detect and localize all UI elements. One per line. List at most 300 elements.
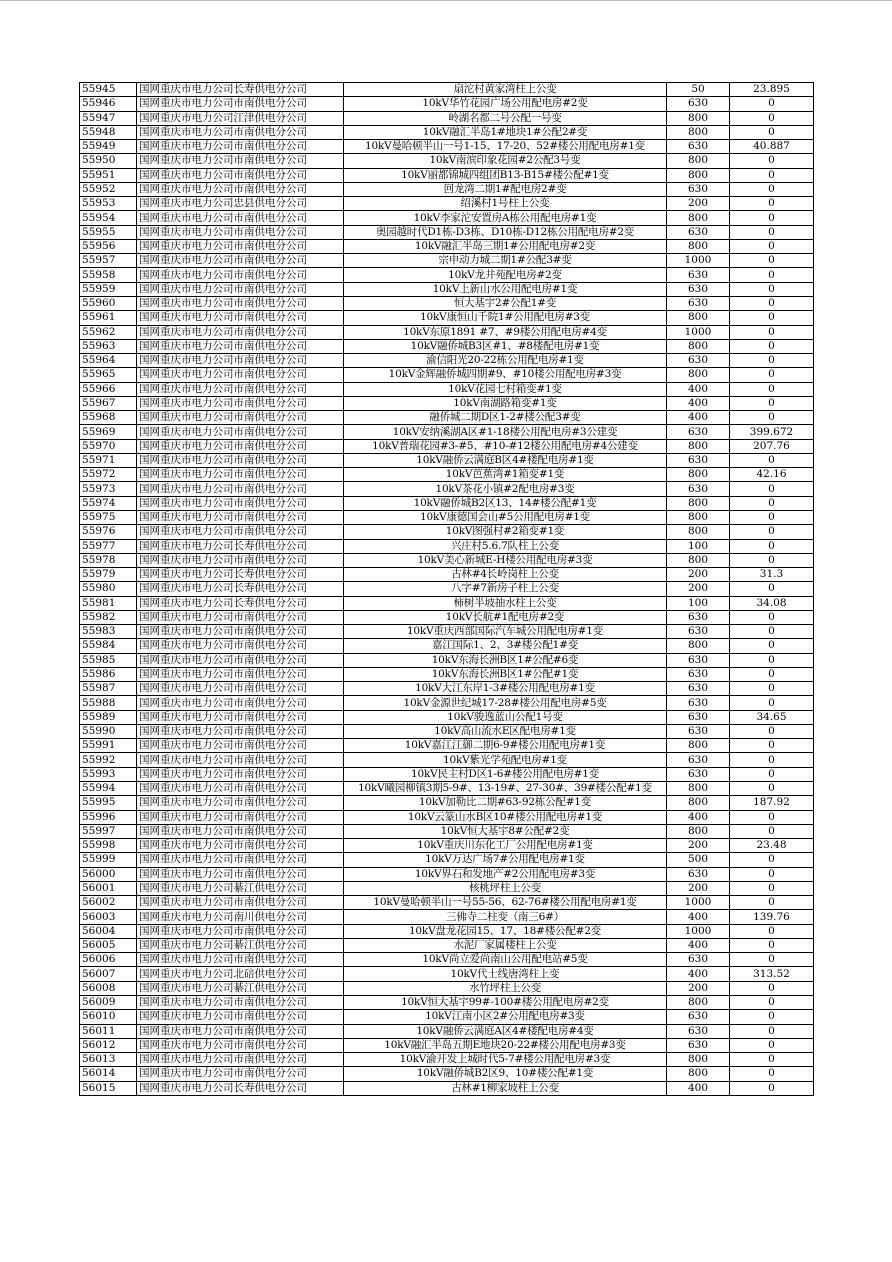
table-row xyxy=(80,154,814,168)
row-id-cell: 56010 xyxy=(80,1010,137,1024)
transformer-name-cell: 水竹坪柱上公变 xyxy=(344,981,667,995)
transformer-name-cell: 岭湖名都二号公配一号变 xyxy=(344,111,667,125)
row-id-cell: 55996 xyxy=(80,810,137,824)
row-id-cell: 55991 xyxy=(80,739,137,753)
capacity-cell: 200 xyxy=(667,568,730,582)
capacity-cell: 630 xyxy=(667,453,730,467)
value-cell: 0 xyxy=(730,225,814,239)
table-row xyxy=(80,197,814,211)
value-cell: 0 xyxy=(730,239,814,253)
transformer-name-cell: 10kV长航#1配电房#2变 xyxy=(344,610,667,624)
transformer-name-cell: 10kV金源世纪城17-28#楼公用配电房#5变 xyxy=(344,696,667,710)
company-cell: 国网重庆市电力公司市南供电分公司 xyxy=(137,154,344,168)
table-row xyxy=(80,425,814,439)
table-row xyxy=(80,867,814,881)
table-row xyxy=(80,396,814,410)
capacity-cell: 630 xyxy=(667,767,730,781)
capacity-cell: 800 xyxy=(667,468,730,482)
value-cell: 0 xyxy=(730,1081,814,1095)
table-row xyxy=(80,625,814,639)
company-cell: 国网重庆市电力公司市南供电分公司 xyxy=(137,710,344,724)
value-cell: 0 xyxy=(730,510,814,524)
row-id-cell: 55959 xyxy=(80,282,137,296)
value-cell: 0 xyxy=(730,724,814,738)
transformer-name-cell: 恒大基宇2#公配1#变 xyxy=(344,296,667,310)
capacity-cell: 800 xyxy=(667,339,730,353)
company-cell: 国网重庆市电力公司长寿供电分公司 xyxy=(137,582,344,596)
company-cell: 国网重庆市电力公司市南供电分公司 xyxy=(137,610,344,624)
value-cell: 0 xyxy=(730,211,814,225)
capacity-cell: 630 xyxy=(667,1010,730,1024)
company-cell: 国网重庆市电力公司市南供电分公司 xyxy=(137,782,344,796)
value-cell: 40.887 xyxy=(730,140,814,154)
value-cell: 34.65 xyxy=(730,710,814,724)
value-cell: 0 xyxy=(730,311,814,325)
transformer-name-cell: 10kV融侨城B2区9、10#楼公配#1变 xyxy=(344,1067,667,1081)
row-id-cell: 56007 xyxy=(80,967,137,981)
value-cell: 0 xyxy=(730,653,814,667)
value-cell: 0 xyxy=(730,1024,814,1038)
transformer-name-cell: 融侨城二期D区1-2#楼公配3#变 xyxy=(344,411,667,425)
transformer-name-cell: 三佛寺二柱变（南三6#） xyxy=(344,910,667,924)
table-row xyxy=(80,182,814,196)
capacity-cell: 800 xyxy=(667,311,730,325)
page-top-rule xyxy=(0,0,892,1)
row-id-cell: 55988 xyxy=(80,696,137,710)
transformer-name-cell: 10kV云篆山水B区10#楼公用配电房#1变 xyxy=(344,810,667,824)
transformer-name-cell: 10kV骏逸蓝山公配1号变 xyxy=(344,710,667,724)
row-id-cell: 55971 xyxy=(80,453,137,467)
table-row xyxy=(80,496,814,510)
transformer-name-cell: 10kV安纳溪湖A区#1-18楼公用配电房#3公建变 xyxy=(344,425,667,439)
capacity-cell: 630 xyxy=(667,482,730,496)
row-id-cell: 55975 xyxy=(80,510,137,524)
value-cell: 0 xyxy=(730,411,814,425)
transformer-name-cell: 10kV恒大基宇99#-100#楼公用配电房#2变 xyxy=(344,996,667,1010)
value-cell: 0 xyxy=(730,682,814,696)
table-row xyxy=(80,1081,814,1095)
transformer-name-cell: 10kV重庆西部国际汽车城公用配电房#1变 xyxy=(344,625,667,639)
row-id-cell: 55960 xyxy=(80,296,137,310)
transformer-name-cell: 10kV康德国会山#5公用配电房#1变 xyxy=(344,510,667,524)
table-row xyxy=(80,739,814,753)
table-row xyxy=(80,767,814,781)
row-id-cell: 55998 xyxy=(80,839,137,853)
capacity-cell: 800 xyxy=(667,510,730,524)
row-id-cell: 56009 xyxy=(80,996,137,1010)
value-cell: 0 xyxy=(730,696,814,710)
table-row xyxy=(80,111,814,125)
transformer-name-cell: 兴庄村5.6.7队柱上公变 xyxy=(344,539,667,553)
table-row xyxy=(80,853,814,867)
transformer-name-cell: 10kV南滨印象花园#2公配3号变 xyxy=(344,154,667,168)
transformer-name-cell: 10kV龙井苑配电房#2变 xyxy=(344,268,667,282)
transformer-name-cell: 10kV渝开发上城时代5-7#楼公用配电房#3变 xyxy=(344,1053,667,1067)
value-cell: 0 xyxy=(730,296,814,310)
transformer-name-cell: 10kV融汇半岛三期1#公用配电房#2变 xyxy=(344,239,667,253)
value-cell: 0 xyxy=(730,896,814,910)
capacity-cell: 800 xyxy=(667,1067,730,1081)
company-cell: 国网重庆市电力公司市南供电分公司 xyxy=(137,239,344,253)
value-cell: 0 xyxy=(730,582,814,596)
transformer-name-cell: 10kV恒大基宇8#公配#2变 xyxy=(344,824,667,838)
company-cell: 国网重庆市电力公司市南供电分公司 xyxy=(137,453,344,467)
company-cell: 国网重庆市电力公司市南供电分公司 xyxy=(137,425,344,439)
transformer-name-cell: 10kV融汇半岛1#地块1#公配2#变 xyxy=(344,125,667,139)
company-cell: 国网重庆市电力公司市南供电分公司 xyxy=(137,667,344,681)
table-row xyxy=(80,1067,814,1081)
value-cell: 0 xyxy=(730,767,814,781)
row-id-cell: 55990 xyxy=(80,724,137,738)
company-cell: 国网重庆市电力公司市南供电分公司 xyxy=(137,482,344,496)
row-id-cell: 55953 xyxy=(80,197,137,211)
value-cell: 0 xyxy=(730,539,814,553)
value-cell: 0 xyxy=(730,254,814,268)
row-id-cell: 56000 xyxy=(80,867,137,881)
row-id-cell: 55994 xyxy=(80,782,137,796)
table-row xyxy=(80,311,814,325)
value-cell: 207.76 xyxy=(730,439,814,453)
company-cell: 国网重庆市电力公司市南供电分公司 xyxy=(137,1067,344,1081)
transformer-name-cell: 10kV康恒山千院1#公用配电房#3变 xyxy=(344,311,667,325)
capacity-cell: 100 xyxy=(667,539,730,553)
table-row xyxy=(80,667,814,681)
value-cell: 0 xyxy=(730,810,814,824)
capacity-cell: 630 xyxy=(667,867,730,881)
table-row xyxy=(80,525,814,539)
value-cell: 0 xyxy=(730,782,814,796)
company-cell: 国网重庆市电力公司市南供电分公司 xyxy=(137,853,344,867)
capacity-cell: 1000 xyxy=(667,924,730,938)
transformer-name-cell: 10kV界石和发地产#2公用配电房#3变 xyxy=(344,867,667,881)
table-row xyxy=(80,682,814,696)
row-id-cell: 55946 xyxy=(80,97,137,111)
value-cell: 0 xyxy=(730,924,814,938)
value-cell: 0 xyxy=(730,610,814,624)
transformer-name-cell: 10kV金辉融侨城四期#9、#10楼公用配电房#3变 xyxy=(344,368,667,382)
capacity-cell: 630 xyxy=(667,140,730,154)
transformer-name-cell: 10kV尚立爱尚南山公用配电站#5变 xyxy=(344,953,667,967)
row-id-cell: 55955 xyxy=(80,225,137,239)
capacity-cell: 200 xyxy=(667,839,730,853)
value-cell: 0 xyxy=(730,981,814,995)
table-row xyxy=(80,140,814,154)
table-row xyxy=(80,696,814,710)
capacity-cell: 800 xyxy=(667,639,730,653)
company-cell: 国网重庆市电力公司市南供电分公司 xyxy=(137,682,344,696)
capacity-cell: 630 xyxy=(667,724,730,738)
table-row xyxy=(80,582,814,596)
row-id-cell: 55981 xyxy=(80,596,137,610)
transformer-name-cell: 绍溪村1号柱上公变 xyxy=(344,197,667,211)
transformer-name-cell: 10kV融侨云满庭B区4#楼配电房#1变 xyxy=(344,453,667,467)
table-row xyxy=(80,468,814,482)
value-cell: 0 xyxy=(730,667,814,681)
transformer-name-cell: 核桃坪柱上公变 xyxy=(344,881,667,895)
value-cell: 0 xyxy=(730,97,814,111)
table-row xyxy=(80,881,814,895)
transformer-name-cell: 10kV东原1891 #7、#9楼公用配电房#4变 xyxy=(344,325,667,339)
row-id-cell: 56013 xyxy=(80,1053,137,1067)
capacity-cell: 800 xyxy=(667,525,730,539)
value-cell: 0 xyxy=(730,197,814,211)
capacity-cell: 400 xyxy=(667,938,730,952)
company-cell: 国网重庆市电力公司市南供电分公司 xyxy=(137,311,344,325)
capacity-cell: 630 xyxy=(667,97,730,111)
row-id-cell: 56003 xyxy=(80,910,137,924)
table-row xyxy=(80,938,814,952)
company-cell: 国网重庆市电力公司市南供电分公司 xyxy=(137,824,344,838)
table-row xyxy=(80,639,814,653)
company-cell: 国网重庆市电力公司市南供电分公司 xyxy=(137,796,344,810)
capacity-cell: 400 xyxy=(667,810,730,824)
company-cell: 国网重庆市电力公司市南供电分公司 xyxy=(137,1010,344,1024)
value-cell: 23.48 xyxy=(730,839,814,853)
row-id-cell: 56004 xyxy=(80,924,137,938)
table-row xyxy=(80,1038,814,1052)
company-cell: 国网重庆市电力公司市南供电分公司 xyxy=(137,182,344,196)
capacity-cell: 630 xyxy=(667,425,730,439)
company-cell: 国网重庆市电力公司市南供电分公司 xyxy=(137,924,344,938)
table-row xyxy=(80,724,814,738)
transformer-name-cell: 10kV丽都锦城四组团B13-B15#楼公配#1变 xyxy=(344,168,667,182)
table-row xyxy=(80,325,814,339)
transformer-name-cell: 10kV江南小区2#公用配电房#3变 xyxy=(344,1010,667,1024)
row-id-cell: 55976 xyxy=(80,525,137,539)
company-cell: 国网重庆市电力公司市南供电分公司 xyxy=(137,653,344,667)
company-cell: 国网重庆市电力公司长寿供电分公司 xyxy=(137,83,344,97)
value-cell: 0 xyxy=(730,853,814,867)
row-id-cell: 55997 xyxy=(80,824,137,838)
table-row xyxy=(80,782,814,796)
transformer-name-cell: 10kV曼哈顿半山一号55-56、62-76#楼公用配电房#1变 xyxy=(344,896,667,910)
company-cell: 国网重庆市电力公司市南供电分公司 xyxy=(137,510,344,524)
value-cell: 0 xyxy=(730,867,814,881)
company-cell: 国网重庆市电力公司市南供电分公司 xyxy=(137,468,344,482)
transformer-name-cell: 10kV融侨城B2区13、14#楼公配#1变 xyxy=(344,496,667,510)
transformer-name-cell: 渝信阳光20-22栋公用配电房#1变 xyxy=(344,354,667,368)
table-row xyxy=(80,796,814,810)
capacity-cell: 630 xyxy=(667,282,730,296)
row-id-cell: 55987 xyxy=(80,682,137,696)
transformer-name-cell: 10kV代士线唐湾柱上变 xyxy=(344,967,667,981)
row-id-cell: 56015 xyxy=(80,1081,137,1095)
transformer-name-cell: 10kV普瑞花园#3-#5、#10-#12楼公用配电房#4公建变 xyxy=(344,439,667,453)
value-cell: 0 xyxy=(730,938,814,952)
table-row xyxy=(80,254,814,268)
capacity-cell: 800 xyxy=(667,824,730,838)
company-cell: 国网重庆市电力公司市南供电分公司 xyxy=(137,411,344,425)
company-cell: 国网重庆市电力公司市南供电分公司 xyxy=(137,268,344,282)
row-id-cell: 55947 xyxy=(80,111,137,125)
value-cell: 0 xyxy=(730,339,814,353)
company-cell: 国网重庆市电力公司市南供电分公司 xyxy=(137,325,344,339)
value-cell: 0 xyxy=(730,325,814,339)
row-id-cell: 55945 xyxy=(80,83,137,97)
transformer-name-cell: 10kV美心新城E-H楼公用配电房#3变 xyxy=(344,553,667,567)
transformer-name-cell: 10kV紫光学苑配电房#1变 xyxy=(344,753,667,767)
capacity-cell: 200 xyxy=(667,582,730,596)
company-cell: 国网重庆市电力公司江津供电分公司 xyxy=(137,111,344,125)
value-cell: 0 xyxy=(730,182,814,196)
company-cell: 国网重庆市电力公司市南供电分公司 xyxy=(137,867,344,881)
transformer-name-cell: 水泥厂家属楼柱上公变 xyxy=(344,938,667,952)
table-row xyxy=(80,924,814,938)
company-cell: 国网重庆市电力公司市南供电分公司 xyxy=(137,140,344,154)
row-id-cell: 55992 xyxy=(80,753,137,767)
row-id-cell: 55954 xyxy=(80,211,137,225)
company-cell: 国网重庆市电力公司綦江供电分公司 xyxy=(137,938,344,952)
company-cell: 国网重庆市电力公司市南供电分公司 xyxy=(137,282,344,296)
capacity-cell: 800 xyxy=(667,1053,730,1067)
company-cell: 国网重庆市电力公司市南供电分公司 xyxy=(137,753,344,767)
table-row xyxy=(80,839,814,853)
capacity-cell: 630 xyxy=(667,653,730,667)
transformer-name-cell: 10kV大江东岸1-3#楼公用配电房#1变 xyxy=(344,682,667,696)
company-cell: 国网重庆市电力公司市南供电分公司 xyxy=(137,225,344,239)
company-cell: 国网重庆市电力公司市南供电分公司 xyxy=(137,953,344,967)
value-cell: 31.3 xyxy=(730,568,814,582)
value-cell: 0 xyxy=(730,1038,814,1052)
capacity-cell: 630 xyxy=(667,667,730,681)
row-id-cell: 56011 xyxy=(80,1024,137,1038)
row-id-cell: 55982 xyxy=(80,610,137,624)
table-row xyxy=(80,368,814,382)
table-row xyxy=(80,83,814,97)
value-cell: 187.92 xyxy=(730,796,814,810)
value-cell: 0 xyxy=(730,753,814,767)
row-id-cell: 55969 xyxy=(80,425,137,439)
transformer-name-cell: 10kV华竹花园广场公用配电房#2变 xyxy=(344,97,667,111)
value-cell: 0 xyxy=(730,739,814,753)
company-cell: 国网重庆市电力公司市南供电分公司 xyxy=(137,553,344,567)
table-row xyxy=(80,354,814,368)
value-cell: 0 xyxy=(730,881,814,895)
table-row xyxy=(80,339,814,353)
transformer-name-cell: 10kV芭蕉湾#1箱变#1变 xyxy=(344,468,667,482)
table-row xyxy=(80,553,814,567)
row-id-cell: 55978 xyxy=(80,553,137,567)
transformer-name-cell: 10kV曦园柳镇3期5-9#、13-19#、27-30#、39#楼公配#1变 xyxy=(344,782,667,796)
company-cell: 国网重庆市电力公司南川供电分公司 xyxy=(137,910,344,924)
capacity-cell: 800 xyxy=(667,796,730,810)
company-cell: 国网重庆市电力公司市南供电分公司 xyxy=(137,996,344,1010)
transformer-name-cell: 10kV盘龙花园15、17、18#楼公配#2变 xyxy=(344,924,667,938)
value-cell: 0 xyxy=(730,625,814,639)
company-cell: 国网重庆市电力公司市南供电分公司 xyxy=(137,125,344,139)
table-row xyxy=(80,168,814,182)
row-id-cell: 56012 xyxy=(80,1038,137,1052)
value-cell: 0 xyxy=(730,996,814,1010)
transformer-name-cell: 10kV南湖路箱变#1变 xyxy=(344,396,667,410)
row-id-cell: 56005 xyxy=(80,938,137,952)
capacity-cell: 400 xyxy=(667,411,730,425)
company-cell: 国网重庆市电力公司长寿供电分公司 xyxy=(137,596,344,610)
table-row xyxy=(80,953,814,967)
table-row xyxy=(80,411,814,425)
capacity-cell: 500 xyxy=(667,853,730,867)
table-row xyxy=(80,824,814,838)
value-cell: 313.52 xyxy=(730,967,814,981)
company-cell: 国网重庆市电力公司长寿供电分公司 xyxy=(137,1081,344,1095)
transformer-name-cell: 回龙湾二期1#配电房2#变 xyxy=(344,182,667,196)
transformer-name-cell: 10kV重庆川东化工厂公用配电房#1变 xyxy=(344,839,667,853)
company-cell: 国网重庆市电力公司市南供电分公司 xyxy=(137,639,344,653)
company-cell: 国网重庆市电力公司市南供电分公司 xyxy=(137,625,344,639)
transformer-name-cell: 10kV嘉江江御二期6-9#楼公用配电房#1变 xyxy=(344,739,667,753)
row-id-cell: 55958 xyxy=(80,268,137,282)
table-row xyxy=(80,996,814,1010)
value-cell: 0 xyxy=(730,125,814,139)
table-row xyxy=(80,296,814,310)
table-row xyxy=(80,211,814,225)
company-cell: 国网重庆市电力公司市南供电分公司 xyxy=(137,211,344,225)
capacity-cell: 630 xyxy=(667,1024,730,1038)
capacity-cell: 800 xyxy=(667,996,730,1010)
transformer-name-cell: 宗申动力城二期1#公配3#变 xyxy=(344,254,667,268)
row-id-cell: 55984 xyxy=(80,639,137,653)
value-cell: 0 xyxy=(730,525,814,539)
table-row xyxy=(80,896,814,910)
value-cell: 0 xyxy=(730,382,814,396)
row-id-cell: 55948 xyxy=(80,125,137,139)
company-cell: 国网重庆市电力公司市南供电分公司 xyxy=(137,696,344,710)
transformer-name-cell: 10kV东海长洲B区1#公配#1变 xyxy=(344,667,667,681)
value-cell: 42.16 xyxy=(730,468,814,482)
table-row xyxy=(80,910,814,924)
row-id-cell: 55973 xyxy=(80,482,137,496)
row-id-cell: 55989 xyxy=(80,710,137,724)
table-row xyxy=(80,568,814,582)
value-cell: 399.672 xyxy=(730,425,814,439)
capacity-cell: 800 xyxy=(667,739,730,753)
capacity-cell: 800 xyxy=(667,553,730,567)
capacity-cell: 630 xyxy=(667,354,730,368)
capacity-cell: 800 xyxy=(667,239,730,253)
transformer-name-cell: 10kV茶花小镇#2配电房#3变 xyxy=(344,482,667,496)
company-cell: 国网重庆市电力公司市南供电分公司 xyxy=(137,439,344,453)
transformer-name-cell: 10kV融侨城B3区#1、#8楼配电房#1变 xyxy=(344,339,667,353)
capacity-cell: 630 xyxy=(667,1038,730,1052)
transformer-name-cell: 10kV融汇半岛五期E地块20-22#楼公用配电房#3变 xyxy=(344,1038,667,1052)
table-row xyxy=(80,753,814,767)
company-cell: 国网重庆市电力公司市南供电分公司 xyxy=(137,525,344,539)
capacity-cell: 200 xyxy=(667,197,730,211)
table-row xyxy=(80,1010,814,1024)
company-cell: 国网重庆市电力公司市南供电分公司 xyxy=(137,724,344,738)
transformer-name-cell: 柿树半坡抽水柱上公变 xyxy=(344,596,667,610)
capacity-cell: 400 xyxy=(667,396,730,410)
capacity-cell: 630 xyxy=(667,296,730,310)
capacity-cell: 400 xyxy=(667,1081,730,1095)
table-row xyxy=(80,282,814,296)
table-row xyxy=(80,596,814,610)
capacity-cell: 1000 xyxy=(667,254,730,268)
company-cell: 国网重庆市电力公司市南供电分公司 xyxy=(137,739,344,753)
table-row xyxy=(80,810,814,824)
company-cell: 国网重庆市电力公司市南供电分公司 xyxy=(137,339,344,353)
value-cell: 0 xyxy=(730,953,814,967)
value-cell: 139.76 xyxy=(730,910,814,924)
company-cell: 国网重庆市电力公司市南供电分公司 xyxy=(137,1038,344,1052)
capacity-cell: 630 xyxy=(667,182,730,196)
row-id-cell: 55967 xyxy=(80,396,137,410)
row-id-cell: 56006 xyxy=(80,953,137,967)
row-id-cell: 55974 xyxy=(80,496,137,510)
capacity-cell: 630 xyxy=(667,710,730,724)
table-row xyxy=(80,610,814,624)
row-id-cell: 55986 xyxy=(80,667,137,681)
